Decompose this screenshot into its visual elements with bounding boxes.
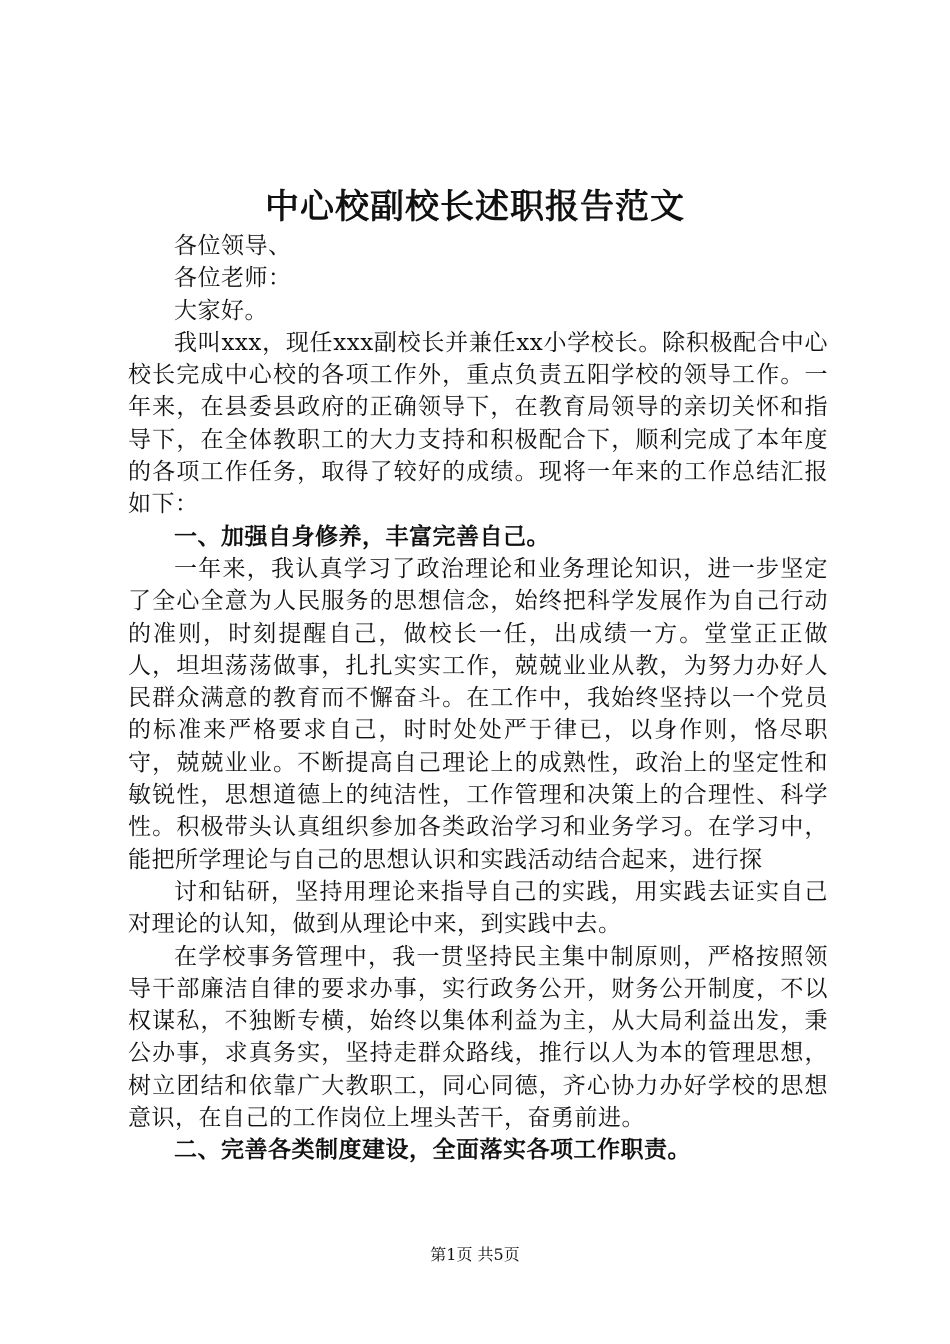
- document-title: 中心校副校长述职报告范文: [265, 187, 685, 227]
- greeting-everyone: 大家好。: [174, 297, 268, 324]
- greeting-teachers: 各位老师：: [174, 265, 292, 292]
- section-1-paragraph-1: 一年来，我认真学习了政治理论和业务理论知识，进一步坚定了全心全意为人民服务的思想信念，始终把科学发展作为自己行动的准则，时刻提醒自己，做校长一任，出成绩一方。堂堂正正做人，坦坦荡荡做事，扎扎实实工作，兢兢业业从教，为努力办好人民群众满意的教育而不懈奋斗。在工作中，我始终坚持以一个党员的标准来严格要求自己，时时处处严于律已，以身作则，恪尽职守，兢兢业业。不断提高自己理论上的成熟性，政治上的坚定性和敏锐性，思想道德上的纯洁性，工作管理和决策上的合理性、科学性。积极带头认真组织参加各类政治学习和业务学习。在学习中，能把所学理论与自己的思想认识和实践活动结合起来，进行探: [128, 555, 828, 873]
- section-1-heading: 一、加强自身修养，丰富完善自己。: [174, 523, 550, 550]
- section-2-heading: 二、完善各类制度建设，全面落实各项工作职责。: [174, 1137, 691, 1164]
- greeting-leaders: 各位领导、: [174, 233, 292, 259]
- section-1-paragraph-2: 讨和钻研，坚持用理论来指导自己的实践，用实践去证实自己对理论的认知，做到从理论中来，到实践中去。: [128, 878, 828, 938]
- intro-paragraph: 我叫xxx，现任xxx副校长并兼任xx小学校长。除积极配合中心校长完成中心校的各项工作外，重点负责五阳学校的领导工作。一年来，在县委县政府的正确领导下，在教育局领导的亲切关怀和指导下，在全体教职工的大力支持和积极配合下，顺利完成了本年度的各项工作任务，取得了较好的成绩。现将一年来的工作总结汇报如下：: [128, 329, 828, 518]
- document-body: [128, 230, 828, 1167]
- page-footer: 第1页 共5页: [430, 1245, 520, 1264]
- section-1-paragraph-3: 在学校事务管理中，我一贯坚持民主集中制原则，严格按照领导干部廉洁自律的要求办事，实行政务公开，财务公开制度，不以权谋私，不独断专横，始终以集体利益为主，从大局利益出发，秉公办事，求真务实，坚持走群众路线，推行以人为本的管理思想，树立团结和依靠广大教职工，同心同德，齐心协力办好学校的思想意识，在自己的工作岗位上埋头苦干，奋勇前进。: [128, 943, 828, 1132]
